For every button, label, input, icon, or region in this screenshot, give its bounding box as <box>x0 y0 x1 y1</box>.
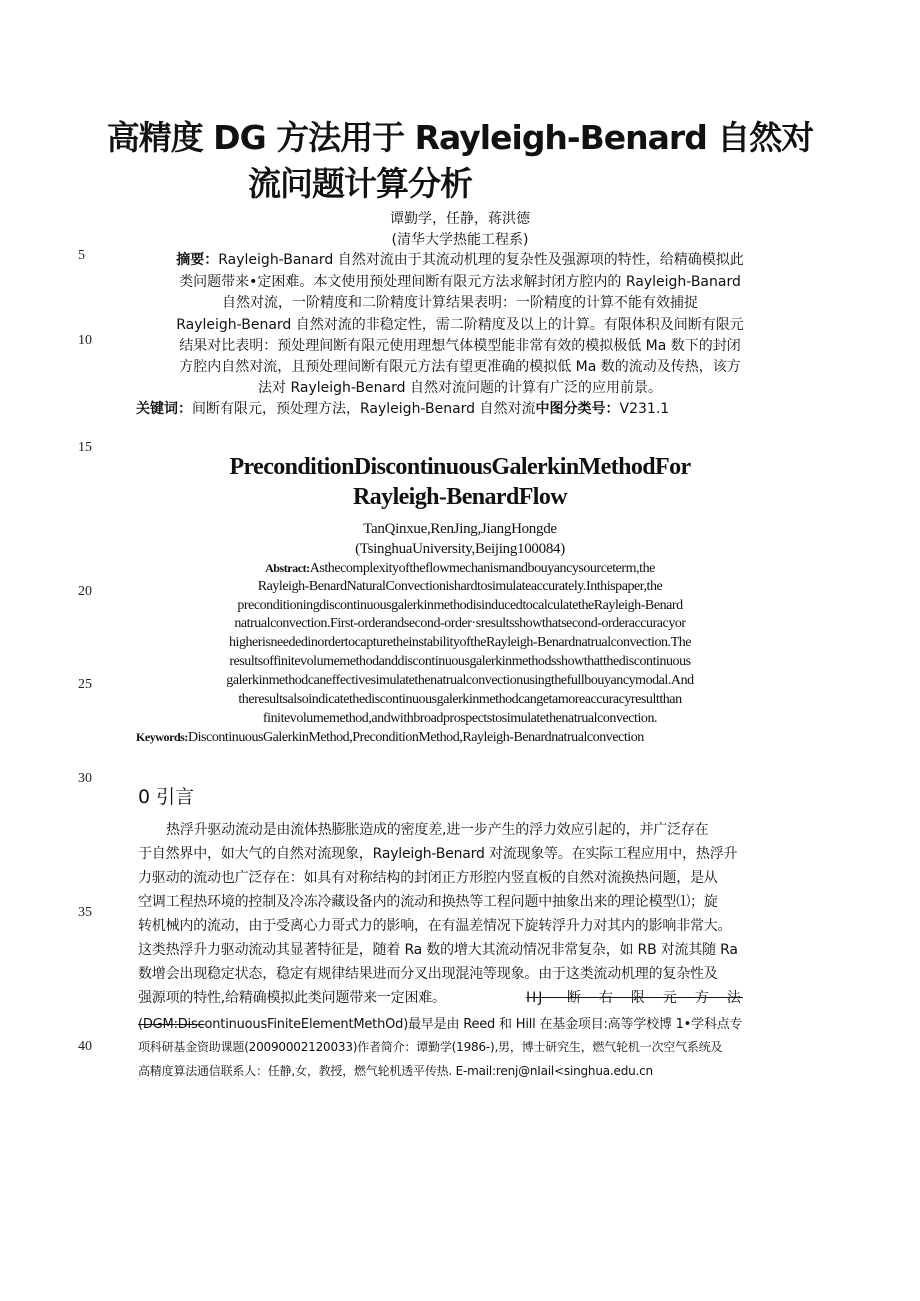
abstract-cn-line1 <box>0 249 920 269</box>
affiliation-en: (TsinghuaUniversity,Beijing100084) <box>355 541 565 557</box>
body-line: 这类热浮升力驱动流动其显著特征是，随着 Ra 数的增大其流动情况非常复杂，如 RB 对流其随 Ra <box>138 942 738 958</box>
title-cn-line2: 流问题计算分析 <box>248 164 472 203</box>
abstract-cn-line: 类问题带来•定困难。本文使用预处理间断有限元方法求解封闭方腔内的 Rayleigh-Banard <box>179 274 741 290</box>
title-cn-line1: 高精度 DG 方法用于 Rayleigh-Benard 自然对 <box>106 118 814 157</box>
footnote-line: 高精度算法通信联系人：任静,女，教授，燃气轮机透平传热. E-mail:renj@nIail<singhua.edu.cn <box>138 1064 653 1078</box>
line-number-40: 40 <box>78 1039 92 1054</box>
abstract-en-line: higherisneededinordertocapturetheinstabilityoftheRayleigh-Benardnatrualconvection.The <box>228 635 692 650</box>
body-line: 于自然界中，如大气的自然对流现象，Rayleigh-Benard 对流现象等。在实际工程应用中，热浮升 <box>138 846 738 862</box>
abstract-cn-line: 法对 Rayleigh-Benard 自然对流问题的计算有广泛的应用前景。 <box>258 380 662 396</box>
line-number-10: 10 <box>78 333 92 348</box>
body-line <box>138 1013 786 1032</box>
body-line: 空调工程热环境的控制及冷冻冷藏设备内的流动和换热等工程问题中抽象出来的理论模型⑴；旋 <box>138 894 718 910</box>
abstract-cn-label: 摘要： <box>176 252 219 268</box>
keywords-cn-text: 间断有限元，预处理方法，Rayleigh-Benard 自然对流 <box>192 401 536 417</box>
body-line: 数增会出现稳定状态，稳定有规律结果进而分叉出现混沌等现象。由于这类流动机理的复杂性及 <box>138 966 718 982</box>
abstract-cn-line: 结果对比表明：预处理间断有限元使用理想气体模型能非常有效的模拟极低 Ma 数下的封闭 <box>179 338 741 354</box>
abstract-en-line: theresultsalsoindicatethediscontinuousgalerkinmethodcangetamoreaccuracyresultthan <box>238 692 682 707</box>
struck-text: (DGM:Disc <box>138 1017 205 1032</box>
affiliation-cn: (清华大学热能工程系) <box>391 232 529 248</box>
keywords-en-text: DiscontinuousGalerkinMethod,PreconditionMethod,Rayleigh-Benardnatrualconvection <box>187 730 644 745</box>
abstract-cn-text: Rayleigh-Banard 自然对流由于其流动机理的复杂性及强源项的特性，给精确模拟此 <box>218 252 744 268</box>
abstract-en-line: preconditioningdiscontinuousgalerkinmethodisinducedtocalculatetheRayleigh-Benard <box>237 598 683 613</box>
keywords-cn <box>136 398 669 418</box>
struck-text: IIJ 断 右 限 元 方 法 <box>526 990 743 1006</box>
abstract-en-label: Abstract: <box>265 561 310 575</box>
abstract-en-line: galerkinmethodcaneffectivesimulatethenatrualconvectionusingthefullbouyancymodal.And <box>226 673 694 688</box>
abstract-cn-line: 自然对流，一阶精度和二阶精度计算结果表明：一阶精度的计算不能有效捕捉 <box>222 295 698 311</box>
footnote-line: 项科研基金资助课题(20090002120033)作者简介：谭勤学(1986-),男，博士研究生，燃气轮机一次空气系统及 <box>138 1040 723 1054</box>
class-number-label: 中图分类号： <box>535 401 620 417</box>
body-line-text: 强源项的特性,给精确模拟此类问题带来一定困难。 <box>138 990 446 1006</box>
abstract-en-line: Rayleigh-BenardNaturalConvectionishardtosimulateaccurately.Inthispaper,the <box>257 579 663 594</box>
authors-cn: 谭勤学，任静，蒋洪德 <box>390 211 530 227</box>
authors-en: TanQinxue,RenJing,JiangHongde <box>363 521 557 537</box>
keywords-en <box>136 730 644 746</box>
abstract-en-first: Asthecomplexityoftheflowmechanismandbouyancysourceterm,the <box>309 561 655 576</box>
title-en-line2: Rayleigh-BenardFlow <box>353 484 567 510</box>
keywords-en-label: Keywords: <box>136 730 188 744</box>
abstract-cn-line: Rayleigh-Benard 自然对流的非稳定性，需二阶精度及以上的计算。有限体积及间断有限元 <box>176 317 744 333</box>
body-line: 转机械内的流动，由于受离心力哥式力的影响，在有温差情况下旋转浮升力对其内的影响非常大。 <box>138 918 732 934</box>
abstract-en-line1 <box>0 561 920 577</box>
line-number-30: 30 <box>78 771 92 786</box>
body-line-text: ontinuousFiniteElementMethOd)最早是由 Reed 和 Hill 在基金项目:高等学校博 1•学科点专 <box>204 1017 743 1032</box>
body-line: 力驱动的流动也广泛存在：如具有对称结构的封闭正方形腔内竖直板的自然对流换热问题，是从 <box>138 870 718 886</box>
title-en-line1: PreconditionDiscontinuousGalerkinMethodFor <box>229 454 691 480</box>
abstract-en-line: finitevolumemethod,andwithbroadprospectstosimulatethenatrualconvection. <box>262 711 658 726</box>
line-number-5: 5 <box>78 248 85 263</box>
abstract-en-line: natrualconvection.First-orderandsecond-order·sresultsshowthatsecond-orderaccuracyor <box>234 616 686 631</box>
line-number-25: 25 <box>78 677 92 692</box>
abstract-cn-line: 方腔内自然对流，且预处理间断有限元方法有望更准确的模拟低 Ma 数的流动及传热，该方 <box>179 359 741 375</box>
line-number-35: 35 <box>78 905 92 920</box>
line-number-20: 20 <box>78 584 92 599</box>
body-line <box>138 987 786 1007</box>
abstract-en-line: resultsoffinitevolumemethodanddiscontinuousgalerkinmethodsshowthatthediscontinuous <box>229 654 691 669</box>
class-number-value: V231.1 <box>619 401 670 417</box>
section-heading: 0 引言 <box>138 786 195 808</box>
body-line: 热浮升驱动流动是由流体热膨胀造成的密度差,进一步产生的浮力效应引起的，并广泛存在 <box>166 822 709 838</box>
keywords-cn-label: 关键词： <box>136 401 192 417</box>
line-number-15: 15 <box>78 440 92 455</box>
